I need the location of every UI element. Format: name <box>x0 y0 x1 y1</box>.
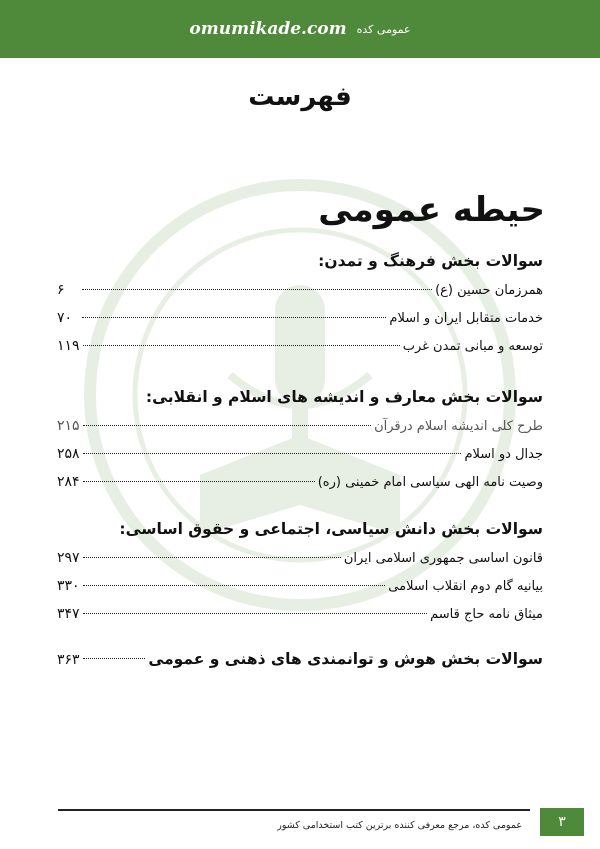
group-heading: سوالات بخش فرهنگ و تمدن: <box>318 252 543 270</box>
dot-leader <box>83 585 386 586</box>
entry-title: توسعه و مبانی تمدن غرب <box>402 339 543 354</box>
toc-entry[interactable] <box>57 276 543 304</box>
entry-page: ۲۸۴ <box>57 474 80 490</box>
entry-title: همرزمان حسین (ع) <box>435 283 543 298</box>
group-heading: سوالات بخش دانش سیاسی، اجتماعی و حقوق اساسی: <box>119 520 543 538</box>
dot-leader <box>82 289 432 290</box>
entry-title: طرح کلی اندیشه اسلام درقرآن <box>374 419 543 434</box>
entry-page: ۳۳۰ <box>57 578 80 594</box>
dot-leader <box>83 613 428 614</box>
footer-text: عمومی کده، مرجع معرفی کننده برترین کتب استخدامی کشور <box>277 820 522 831</box>
entry-title: میثاق نامه حاج قاسم <box>430 607 543 622</box>
dot-leader <box>82 317 386 318</box>
toc-entry[interactable] <box>57 572 543 600</box>
entry-page: ۱۱۹ <box>57 338 80 354</box>
toc-entry[interactable] <box>57 332 543 360</box>
entry-page: ۳۴۷ <box>57 606 80 622</box>
toc-entry[interactable] <box>57 600 543 628</box>
brand-name: عمومی کده <box>356 22 411 36</box>
entry-page: ۲۱۵ <box>57 418 80 434</box>
footer-divider <box>58 809 530 811</box>
entry-page: ۷۰ <box>57 310 73 326</box>
entry-title: خدمات متقابل ایران و اسلام <box>389 311 543 326</box>
group-heading: سوالات بخش معارف و اندیشه های اسلام و انقلابی: <box>145 388 543 406</box>
toc-group-culture <box>57 252 543 360</box>
entry-page: ۲۹۷ <box>57 550 80 566</box>
toc-entry-bold[interactable] <box>57 644 543 674</box>
section-title: حیطه عمومی <box>318 190 545 230</box>
toc-entry[interactable] <box>57 304 543 332</box>
toc-group-intelligence <box>57 644 543 674</box>
entry-title: وصیت نامه الهی سیاسی امام خمینی (ره) <box>317 475 543 490</box>
page-number: ۳ <box>558 814 566 830</box>
dot-leader <box>83 453 462 454</box>
toc-entry[interactable] <box>57 440 543 468</box>
page-header <box>0 0 600 58</box>
toc-group-islamic-thought <box>57 388 543 496</box>
site-url[interactable]: omumikade.com <box>189 19 347 39</box>
entry-title: جدال دو اسلام <box>464 447 543 462</box>
dot-leader <box>83 481 315 482</box>
toc-entry[interactable] <box>57 468 543 496</box>
toc-entry[interactable] <box>57 412 543 440</box>
dot-leader <box>83 658 146 659</box>
entry-page: ۲۵۸ <box>57 446 80 462</box>
entry-title: قانون اساسی جمهوری اسلامی ایران <box>343 551 543 566</box>
entry-title: سوالات بخش هوش و توانمندی های ذهنی و عمومی <box>148 650 543 668</box>
page-title: فهرست <box>248 82 352 112</box>
entry-page: ۶ <box>57 282 65 298</box>
toc-group-political <box>57 520 543 628</box>
page-number-badge <box>540 808 584 836</box>
entry-page: ۳۶۳ <box>57 652 80 668</box>
entry-title: بیانیه گام دوم انقلاب اسلامی <box>388 579 543 594</box>
dot-leader <box>83 557 341 558</box>
dot-leader <box>83 425 372 426</box>
toc-entry[interactable] <box>57 544 543 572</box>
dot-leader <box>83 345 400 346</box>
